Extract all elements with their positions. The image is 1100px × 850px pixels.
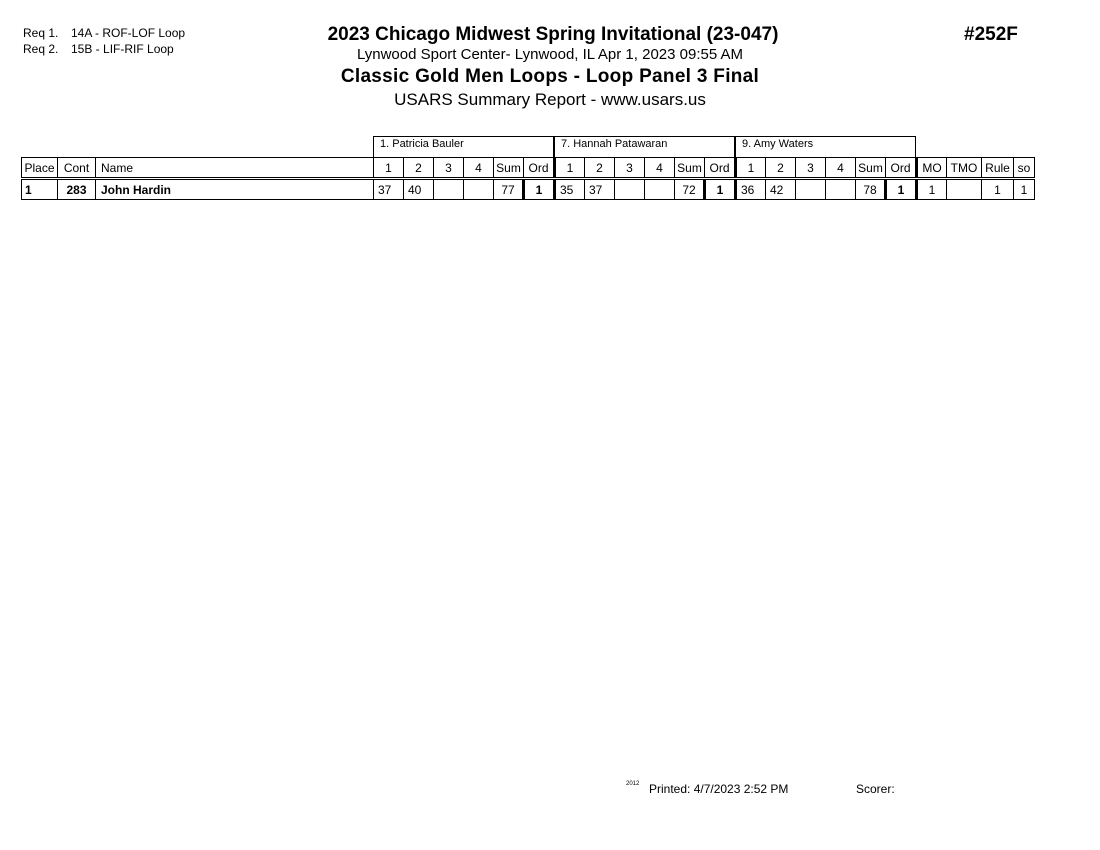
j3-ord-cell: 1 xyxy=(886,179,917,200)
col-j1-sum: Sum xyxy=(494,158,524,179)
scorer-label: Scorer: xyxy=(856,782,895,796)
j2-score-3-cell xyxy=(615,179,645,200)
requirement-text: 15B - LIF-RIF Loop xyxy=(71,42,174,56)
tmo-cell xyxy=(947,179,982,200)
j2-score-4-cell xyxy=(645,179,675,200)
table-row xyxy=(22,179,1035,200)
report-title: USARS Summary Report - www.usars.us xyxy=(394,90,706,109)
col-tmo: TMO xyxy=(947,158,982,179)
col-j3-ord: Ord xyxy=(886,158,917,179)
col-rule: Rule xyxy=(982,158,1014,179)
j3-sum-cell: 78 xyxy=(856,179,886,200)
place-cell: 1 xyxy=(22,179,58,200)
col-j2-score-3: 3 xyxy=(615,158,645,179)
col-place: Place xyxy=(22,158,58,179)
col-j2-score-2: 2 xyxy=(585,158,615,179)
j3-score-4-cell xyxy=(826,179,856,200)
col-mo: MO xyxy=(917,158,947,179)
j3-score-2-cell: 42 xyxy=(766,179,796,200)
col-j1-score-3: 3 xyxy=(434,158,464,179)
version-mark: 2012 xyxy=(626,781,640,787)
j2-score-2-cell: 37 xyxy=(585,179,615,200)
results-table xyxy=(21,157,1035,200)
col-j1-score-1: 1 xyxy=(374,158,404,179)
j1-ord-cell: 1 xyxy=(524,179,555,200)
col-cont: Cont xyxy=(58,158,96,179)
so-cell: 1 xyxy=(1014,179,1035,200)
j3-score-1-cell: 36 xyxy=(736,179,766,200)
j1-score-1-cell: 37 xyxy=(374,179,404,200)
requirement-number: Req 2. xyxy=(23,42,59,56)
j2-ord-cell: 1 xyxy=(705,179,736,200)
col-j3-score-1: 1 xyxy=(736,158,766,179)
j3-score-3-cell xyxy=(796,179,826,200)
col-so: so xyxy=(1014,158,1035,179)
requirement-text: 14A - ROF-LOF Loop xyxy=(71,26,186,40)
col-j1-score-2: 2 xyxy=(404,158,434,179)
mo-cell: 1 xyxy=(917,179,947,200)
judge-1-header: 1. Patricia Bauler xyxy=(373,136,554,157)
col-j1-ord: Ord xyxy=(524,158,555,179)
col-j2-score-1: 1 xyxy=(555,158,585,179)
j1-sum-cell: 77 xyxy=(494,179,524,200)
contestant-number-cell: 283 xyxy=(58,179,96,200)
col-j2-score-4: 4 xyxy=(645,158,675,179)
j2-sum-cell: 72 xyxy=(675,179,705,200)
col-name: Name xyxy=(96,158,374,179)
j1-score-4-cell xyxy=(464,179,494,200)
j2-score-1-cell: 35 xyxy=(555,179,585,200)
sheet-number: #252F xyxy=(964,24,1018,45)
column-header-row xyxy=(22,158,1035,179)
col-j2-ord: Ord xyxy=(705,158,736,179)
event-title: Classic Gold Men Loops - Loop Panel 3 Final xyxy=(340,66,760,87)
judge-3-header: 9. Amy Waters xyxy=(735,136,916,157)
col-j1-score-4: 4 xyxy=(464,158,494,179)
j1-score-3-cell xyxy=(434,179,464,200)
requirement-number: Req 1. xyxy=(23,26,59,40)
rule-cell: 1 xyxy=(982,179,1014,200)
col-j3-score-2: 2 xyxy=(766,158,796,179)
printed-timestamp: Printed: 4/7/2023 2:52 PM xyxy=(649,782,789,796)
col-j3-score-4: 4 xyxy=(826,158,856,179)
judge-2-header: 7. Hannah Patawaran xyxy=(554,136,735,157)
j1-score-2-cell: 40 xyxy=(404,179,434,200)
col-j3-sum: Sum xyxy=(856,158,886,179)
col-j2-sum: Sum xyxy=(675,158,705,179)
competition-title: 2023 Chicago Midwest Spring Invitational (23-047) xyxy=(327,24,779,45)
skater-name-cell: John Hardin xyxy=(96,179,374,200)
venue-date: Lynwood Sport Center- Lynwood, IL Apr 1, 2023 09:55 AM xyxy=(356,46,744,63)
col-j3-score-3: 3 xyxy=(796,158,826,179)
